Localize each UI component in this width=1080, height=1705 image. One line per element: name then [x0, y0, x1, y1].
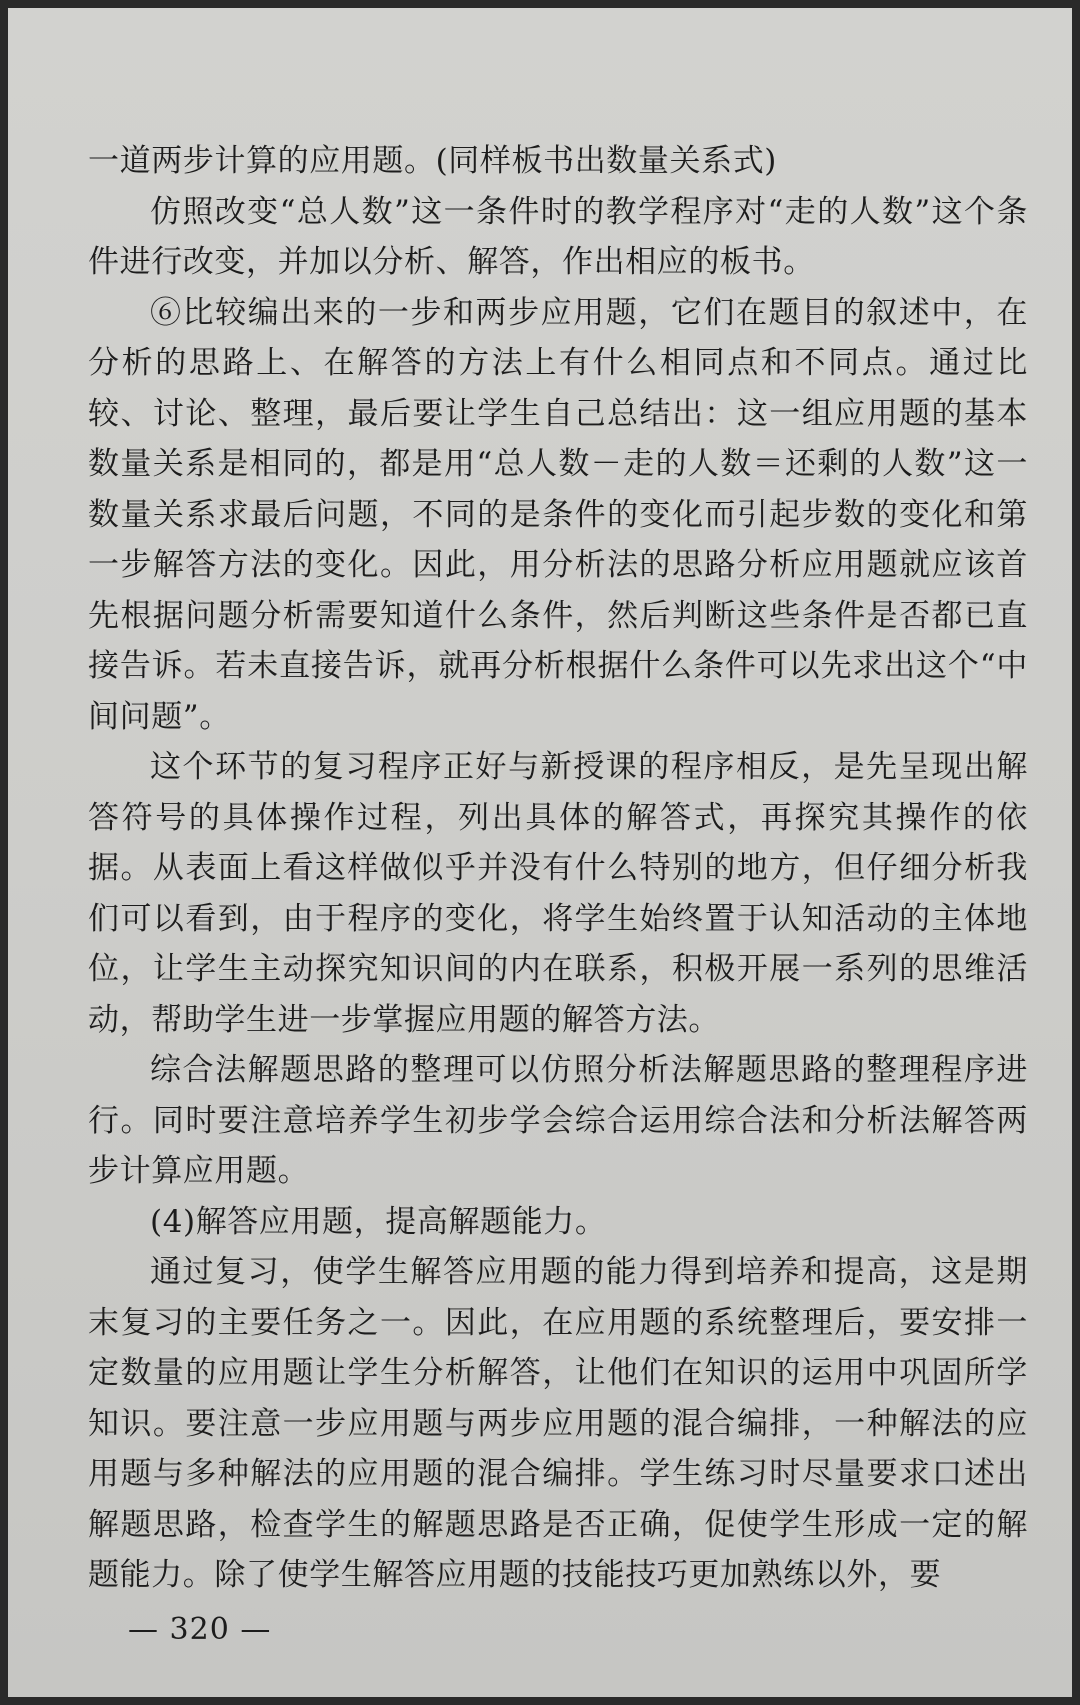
book-page	[8, 8, 1072, 1697]
paragraph-4: 这个环节的复习程序正好与新授课的程序相反，是先呈现出解答符号的具体操作过程，列出具体的解答式，再探究其操作的依据。从表面上看这样做似乎并没有什么特别的地方，但仔细分析我们可以看到，由于程序的变化，将学生始终置于认知活动的主体地位，让学生主动探究知识间的内在联系，积极开展一系列的思维活动，帮助学生进一步掌握应用题的解答方法。	[88, 749, 1028, 1038]
paragraph-3: ⑥比较编出来的一步和两步应用题，它们在题目的叙述中，在分析的思路上、在解答的方法上有什么相同点和不同点。通过比较、讨论、整理，最后要让学生自己总结出：这一组应用题的基本数量关系是相同的，都是用“总人数－走的人数＝还剩的人数”这一数量关系求最后问题，不同的是条件的变化而引起步数的变化和第一步解答方法的变化。因此，用分析法的思路分析应用题就应该首先根据问题分析需要知道什么条件，然后判断这些条件是否都已直接告诉。若未直接告诉，就再分析根据什么条件可以先求出这个“中间问题”。	[88, 294, 1028, 735]
paragraph-7: 通过复习，使学生解答应用题的能力得到培养和提高，这是期末复习的主要任务之一。因此，在应用题的系统整理后，要安排一定数量的应用题让学生分析解答，让他们在知识的运用中巩固所学知识。要注意一步应用题与两步应用题的混合编排，一种解法的应用题与多种解法的应用题的混合编排。学生练习时尽量要求口述出解题思路，检查学生的解题思路是否正确，促使学生形成一定的解题能力。除了使学生解答应用题的技能技巧更加熟练以外，要	[88, 1254, 1028, 1593]
paragraph-5: 综合法解题思路的整理可以仿照分析法解题思路的整理程序进行。同时要注意培养学生初步学会综合运用综合法和分析法解答两步计算应用题。	[88, 1052, 1028, 1189]
body-text	[88, 136, 1028, 1601]
paragraph-6-heading: (4)解答应用题，提高解题能力。	[150, 1203, 607, 1240]
paragraph-1: 一道两步计算的应用题。(同样板书出数量关系式)	[88, 143, 777, 179]
paragraph-2: 仿照改变“总人数”这一条件时的教学程序对“走的人数”这个条件进行改变，并加以分析、解答，作出相应的板书。	[88, 193, 1028, 280]
page-number: — 320 —	[128, 1612, 272, 1647]
